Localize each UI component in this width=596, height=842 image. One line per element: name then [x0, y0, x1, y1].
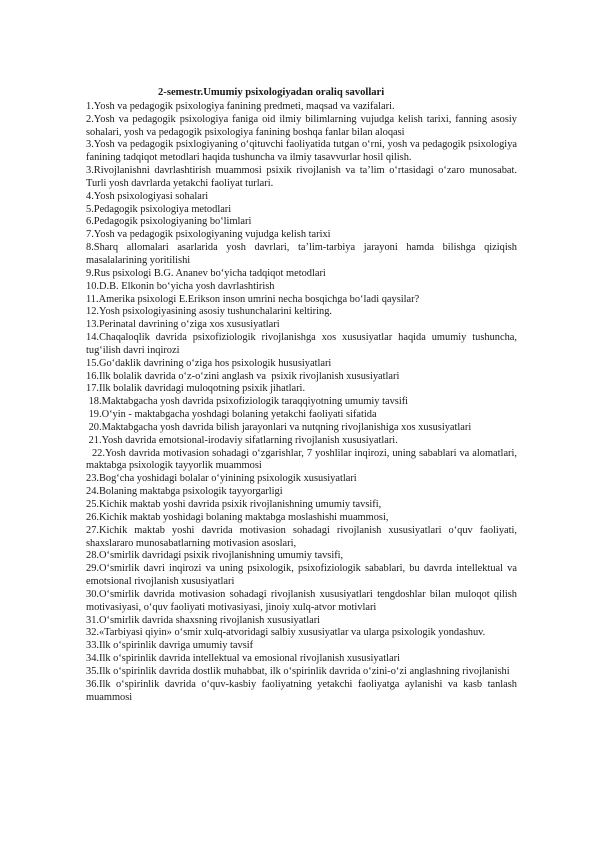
question-item: 3.Rivojlanishni davrlashtirish muammosi psixik rivojlanish va ta’lim o‘rtasidagi o‘zaro munosabat. Turli yosh davrlarda yetakchi faoliyat turlari.: [86, 165, 520, 189]
question-item: 11.Amerika psixologi E.Erikson inson umrini necha bosqichga bo‘ladi qaysilar?: [86, 293, 420, 305]
question-item: 12.Yosh psixologiyasining asosiy tushunchalarini keltiring.: [86, 306, 333, 318]
question-item: 32.«Tarbiyasi qiyin» o‘smir xulq-atvoridagi salbiy xususiyatlar va ularga psixologik yondashuv.: [86, 627, 486, 639]
question-item: 25.Kichik maktab yoshi davrida psixik rivojlanishning umumiy tavsifi,: [86, 499, 382, 510]
question-item: 10.D.B. Elkonin bo‘yicha yosh davrlashtirish: [86, 280, 275, 292]
question-item: 33.Ilk o‘spirinlik davriga umumiy tavsif: [86, 640, 254, 652]
question-item: 27.Kichik maktab yoshi davrida motivasion sohadagi rivojlanish xususiyatlari o‘quv faoliyati, shaxslararo munosabatlarning motivasion asoslari,: [86, 524, 520, 549]
question-item: 29.O‘smirlik davri inqirozi va uning psixologik, psixofiziologik sabablari, bu davrda intellektual va emotsional rivojlanish xususiyatlari: [86, 563, 520, 588]
question-item: 7.Yosh va pedagogik psixologiyaning vujudga kelish tarixi: [86, 229, 331, 241]
question-item: 8.Sharq allomalari asarlarida yosh davrlari, ta’lim-tarbiya jarayoni hamda bilishga qiziqish masalalarining yoritilishi: [86, 242, 520, 266]
question-item: 4.Yosh psixologiyasi sohalari: [86, 190, 209, 202]
question-item: 14.Chaqaloqlik davrida psixofiziologik rivojlanishga xos xususiyatlar haqida umumiy tushuncha, tug‘ilish davri inqirozi: [86, 332, 520, 356]
question-item: 3.Yosh va pedagogik psixlogiyaning o‘qituvchi faoliyatida tutgan o‘rni, yosh va pedagogik psixologiya fanining tadqiqot metodlari haqida tushuncha va ilmiy tasavvurlar hosil qilish.: [86, 139, 520, 164]
question-item: 9.Rus psixologi B.G. Ananev bo‘yicha tadqiqot metodlari: [86, 267, 326, 279]
page-title: 2-semestr.Umumiy psixologiyadan oraliq savollari: [158, 87, 385, 98]
question-item: 31.O‘smirlik davrida shaxsning rivojlanish xususiyatlari: [86, 614, 321, 626]
question-item: 17.Ilk bolalik davridagi muloqotning psixik jihatlari.: [86, 383, 306, 395]
question-item: 16.Ilk bolalik davrida o‘z-o‘zini anglash va psixik rivojlanish xususiyatlari: [86, 370, 400, 382]
question-item: 22.Yosh davrida motivasion sohadagi o‘zgarishlar, 7 yoshlilar inqirozi, uning sabablari va alomatlari, maktabga psixologik tayyorlik muammosi: [86, 447, 520, 472]
question-item: 5.Pedagogik psixologiya metodlari: [86, 203, 232, 215]
question-item: 13.Perinatal davrining o‘ziga xos xususiyatlari: [86, 319, 280, 331]
question-item: 18.Maktabgacha yosh davrida psixofiziologik taraqqiyotning umumiy tavsifi: [86, 396, 409, 408]
question-item: 34.Ilk o‘spirinlik davrida intellektual va emosional rivojlanish xususiyatlari: [86, 653, 400, 665]
question-item: 1.Yosh va pedagogik psixologiya fanining predmeti, maqsad va vazifalari.: [86, 100, 395, 112]
question-list: [86, 100, 520, 705]
question-item: 26.Kichik maktab yoshidagi bolaning maktabga moslashishi muammosi,: [86, 511, 389, 523]
question-item: 21.Yosh davrida emotsional-irodaviy sifatlarning rivojlanish xususiyatlari.: [86, 434, 398, 446]
question-item: 20.Maktabgacha yosh davrida bilish jarayonlari va nutqning rivojlanishiga xos xususiyatlari: [86, 421, 472, 433]
question-item: 35.Ilk o‘spirinlik davrida dostlik muhabbat, ilk o‘spirinlik davrida o‘zini-o‘zi anglashning rivojlanishi: [86, 665, 510, 677]
question-item: 24.Bolaning maktabga psixologik tayyorgarligi: [86, 486, 283, 498]
question-item: 30.O‘smirlik davrida motivasion sohadagi rivojlanish xususiyatlari tengdoshlar bilan muloqot qilish motivasiyasi, o‘quv faoliyati motivasiyasi, jinoiy xulq-atvor motivlari: [86, 588, 520, 613]
question-item: 15.Go‘daklik davrining o‘ziga hos psixologik hususiyatlari: [86, 357, 332, 369]
question-item: 19.O‘yin - maktabgacha yoshdagi bolaning yetakchi faoliyati sifatida: [86, 409, 377, 421]
question-item: 23.Bog‘cha yoshidagi bolalar o‘yinining psixologik xususiyatlari: [86, 473, 357, 485]
question-item: 2.Yosh va pedagogik psixologiya faniga oid ilmiy bilimlarning vujudga kelish tarixi, fanning asosiy sohalari, yosh va pedagogik psixologiya fanining boshqa fanlar bilan aloqasi: [86, 113, 520, 138]
question-item: 28.O‘smirlik davridagi psixik rivojlanishning umumiy tavsifi,: [86, 550, 344, 562]
question-item: 6.Pedagogik psixologiyaning bo‘limlari: [86, 216, 252, 228]
question-item: 36.Ilk o‘spirinlik davrida o‘quv-kasbiy faoliyatning yetakchi faoliyatga aylanishi va kasb tanlash muammosi: [86, 678, 520, 703]
